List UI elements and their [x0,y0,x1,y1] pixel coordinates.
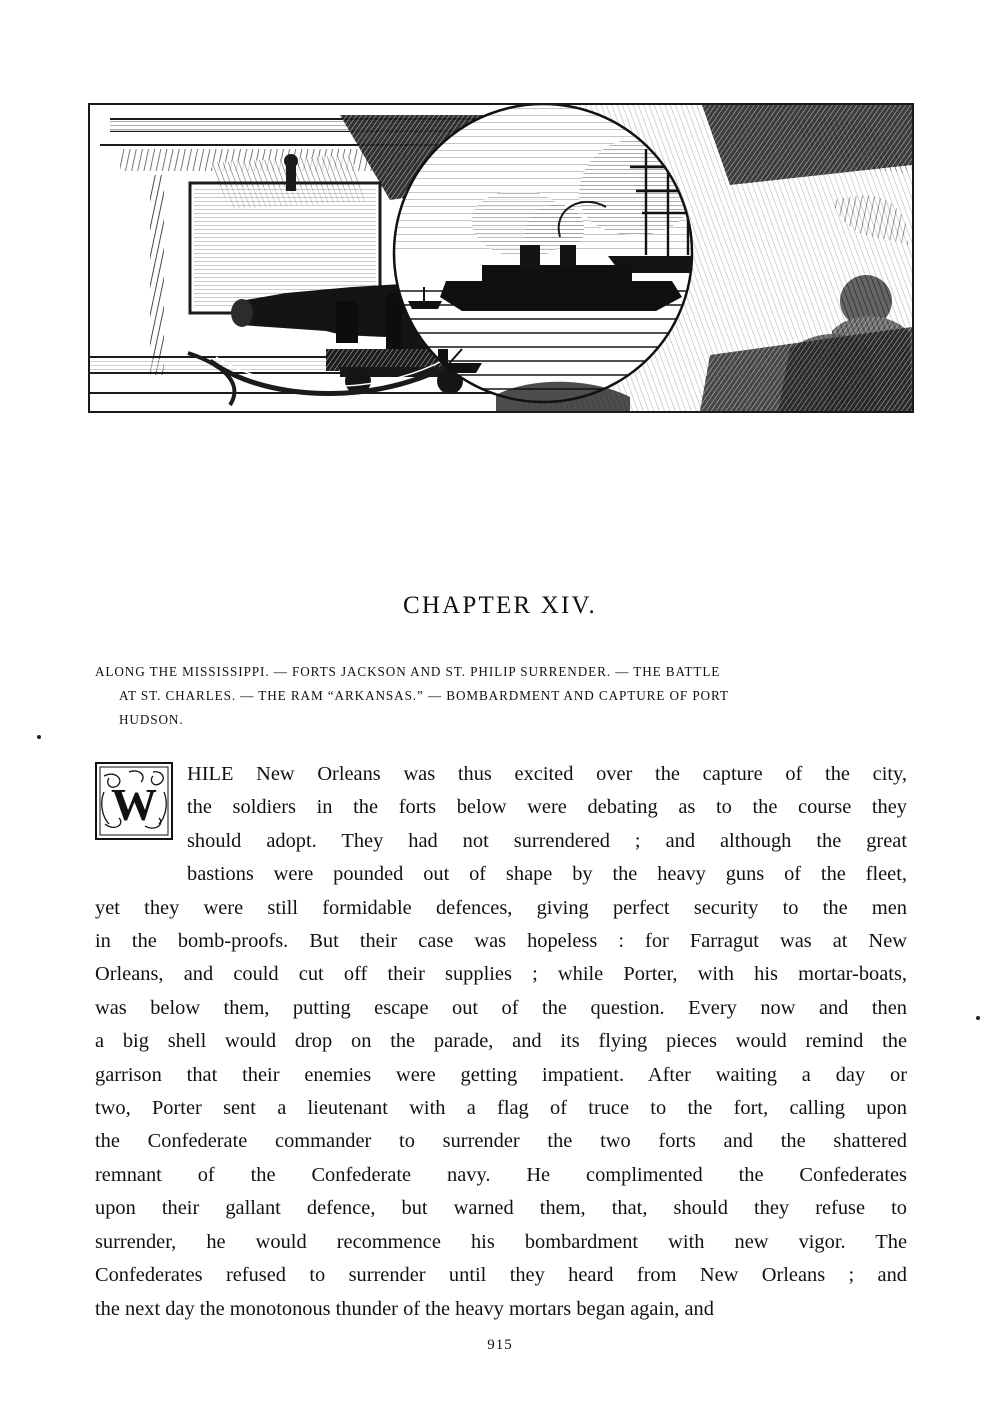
ink-speck [976,1016,980,1020]
body-line: garrison that their enemies were getting impatient. After waiting a day or [95,1063,907,1086]
body-line: the next day the monotonous thunder of the heavy mortars began again, and [95,1297,714,1320]
body-line: bastions were pounded out of shape by the heavy guns of the fleet, [187,863,907,886]
chapter-title: CHAPTER XIV. [402,592,597,619]
illustration-engraving [90,105,912,411]
ink-speck [37,735,41,739]
body-line: Orleans, and could cut off their supplies ; while Porter, with his mortar-boats, [95,963,907,986]
body-line: Confederates refused to surrender until they heard from New Orleans ; and [95,1264,907,1287]
subtitle-line-3: HUDSON. [119,712,184,727]
body-line: the soldiers in the forts below were debating as to the course they [187,796,907,819]
subtitle-line-2: AT ST. CHARLES. — THE RAM “ARKANSAS.” — BOMBARDMENT AND CAPTURE OF PORT [119,688,729,703]
body-line: yet they were still formidable defences, giving perfect security to the men [95,896,907,919]
body-line: in the bomb-proofs. But their case was hopeless : for Farragut was at New [95,930,907,953]
chapter-illustration [88,103,914,413]
body-line: upon their gallant defence, but warned them, that, should they refuse to [95,1197,907,1220]
body-line: the Confederate commander to surrender the two forts and the shattered [95,1130,907,1153]
body-line: HILE New Orleans was thus excited over the capture of the city, [187,763,907,785]
drop-cap-w [95,762,173,840]
subtitle-line-1: ALONG THE MISSISSIPPI. — FORTS JACKSON AND ST. PHILIP SURRENDER. — THE BATTLE [95,664,721,679]
body-line: surrender, he would recommence his bombardment with new vigor. The [95,1230,907,1253]
chapter-subtitle [95,660,905,732]
body-paragraph [95,758,907,1326]
body-text [95,758,907,1326]
drop-cap-ornament [95,762,173,840]
body-line: should adopt. They had not surrendered ; and although the great [187,829,907,852]
svg-text:W: W [111,779,157,830]
body-line: remnant of the Confederate navy. He complimented the Confederates [95,1163,907,1186]
page-number: 915 [487,1337,513,1353]
body-line: two, Porter sent a lieutenant with a flag of truce to the fort, calling upon [95,1097,907,1120]
body-line: a big shell would drop on the parade, and its flying pieces would remind the [95,1030,907,1053]
body-line: was below them, putting escape out of the question. Every now and then [95,996,907,1019]
